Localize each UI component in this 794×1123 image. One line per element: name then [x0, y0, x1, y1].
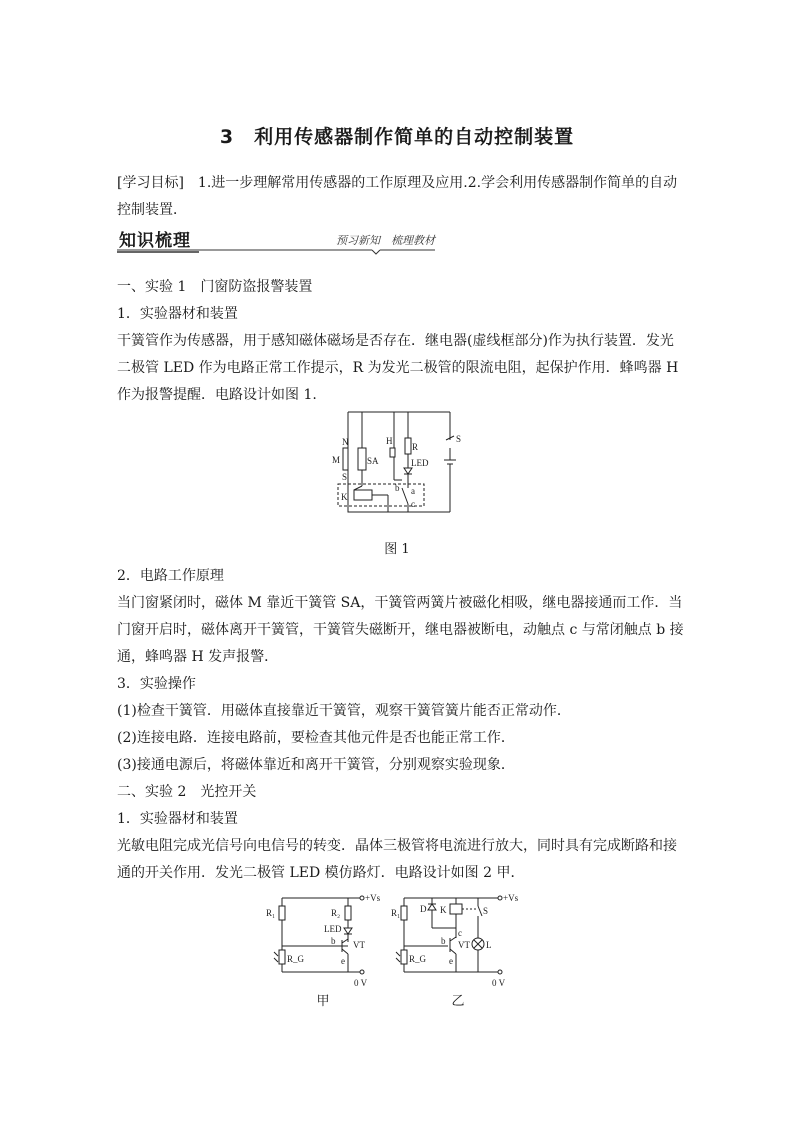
part2-heading: 二、实验 2 光控开关 — [117, 784, 257, 800]
fig2b-label-d: D — [420, 904, 427, 914]
fig1-label-b: b — [395, 483, 400, 493]
fig2b-label-vt: VT — [458, 940, 470, 950]
fig2b-label-e: e — [449, 956, 453, 966]
part1-heading: 一、实验 1 门窗防盗报警装置 — [117, 279, 313, 295]
fig2b-label-l: L — [486, 940, 492, 950]
fig2b-label-b: b — [441, 936, 446, 946]
fig1-label-led: LED — [411, 458, 429, 468]
fig2b-label-vs: +Vs — [503, 893, 519, 903]
fig2b-label-c: c — [458, 928, 462, 938]
fig2a-label-vs: +Vs — [365, 893, 381, 903]
part1-sub3: 3．实验操作 — [117, 676, 196, 692]
fig1-label-sa: SA — [367, 456, 379, 466]
part1-p1-line1: 干簧管作为传感器，用于感知磁体磁场是否存在．继电器(虚线框部分)作为执行装置．发光 — [117, 333, 674, 349]
fig2a-label-led: LED — [324, 924, 342, 934]
part1-p1-line2: 二极管 LED 作为电路正常工作提示，R 为发光二极管的限流电阻，起保护作用．蜂鸣器 H — [117, 360, 679, 376]
figure-2b-circuit — [392, 890, 532, 990]
part1-p2-line1: 当门窗紧闭时，磁体 M 靠近干簧管 SA，干簧管两簧片被磁化相吸，继电器接通而工作．当 — [117, 595, 683, 611]
part2-sub1: 1．实验器材和装置 — [117, 811, 238, 827]
objectives-line-1: [学习目标] 1.进一步理解常用传感器的工作原理及应用.2.学会利用传感器制作简单的自动 — [117, 175, 678, 191]
figure-2a-caption: 甲 — [316, 994, 330, 1009]
part2-p1-line1: 光敏电阻完成光信号向电信号的转变．晶体三极管将电流进行放大，同时具有完成断路和接 — [117, 838, 677, 854]
part2-p1-line2: 通的开关作用．发光二极管 LED 模仿路灯．电路设计如图 2 甲． — [117, 865, 525, 881]
section-subtitle: 预习新知 梳理教材 — [336, 234, 435, 247]
page-title: 3 利用传感器制作简单的自动控制装置 — [219, 126, 575, 148]
fig2b-label-rg: R_G — [409, 954, 427, 964]
fig1-label-r: R — [412, 442, 419, 452]
section-label: 知识梳理 — [119, 231, 191, 251]
part1-step-3: (3)接通电源后，将磁体靠近和离开干簧管，分别观察实验现象． — [117, 757, 515, 773]
part1-p2-line3: 通，蜂鸣器 H 发声报警． — [117, 649, 279, 665]
figure-2a-circuit — [262, 890, 386, 990]
fig2a-label-r1: R₁ — [266, 908, 276, 918]
part1-sub1: 1．实验器材和装置 — [117, 306, 238, 322]
fig2a-label-r2: R₂ — [331, 908, 341, 918]
fig1-label-m: M — [332, 455, 341, 465]
fig1-label-k: K — [341, 492, 348, 502]
fig2a-label-vt: VT — [353, 940, 365, 950]
fig1-label-s-switch: S — [456, 434, 462, 444]
fig2b-label-r1: R₁ — [391, 908, 401, 918]
figure-1-caption: 图 1 — [384, 542, 410, 557]
fig2a-label-b: b — [331, 936, 336, 946]
fig2b-label-zero: 0 V — [492, 978, 506, 988]
objectives-line-2: 控制装置． — [117, 202, 187, 218]
fig1-label-c: c — [411, 499, 415, 509]
figure-2b-caption: 乙 — [451, 994, 465, 1009]
fig1-label-h: H — [386, 436, 393, 446]
part1-p2-line2: 门窗开启时，磁体离开干簧管，干簧管失磁断开，继电器被断电，动触点 c 与常闭触点 b 接 — [117, 622, 684, 638]
part1-step-1: (1)检查干簧管．用磁体直接靠近干簧管，观察干簧管簧片能否正常动作． — [117, 703, 571, 719]
section-header — [117, 226, 435, 254]
part1-step-2: (2)连接电路．连接电路前，要检查其他元件是否也能正常工作． — [117, 730, 515, 746]
figure-1-circuit — [328, 408, 468, 520]
part1-sub2: 2．电路工作原理 — [117, 568, 224, 584]
part1-p1-line3: 作为报警提醒．电路设计如图 1. — [117, 387, 317, 403]
fig1-label-n: N — [342, 437, 349, 447]
fig2a-label-rg: R_G — [287, 954, 305, 964]
fig2b-label-s: S — [483, 906, 489, 916]
fig2a-label-e: e — [341, 956, 345, 966]
fig1-label-s-magnet: S — [342, 472, 348, 482]
fig1-label-a: a — [411, 486, 415, 496]
fig2b-label-k: K — [440, 905, 447, 915]
fig2a-label-zero: 0 V — [354, 978, 368, 988]
